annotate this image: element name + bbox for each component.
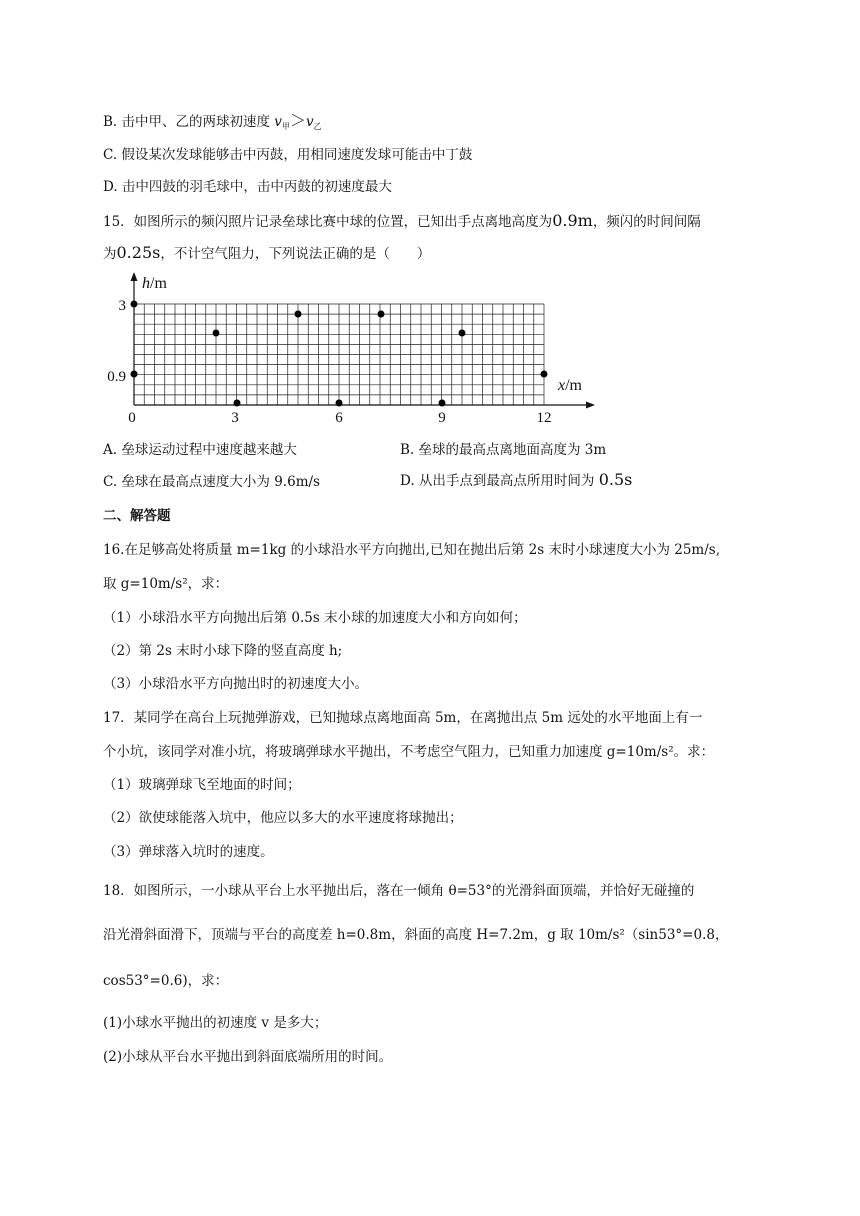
ball-point: [439, 400, 446, 407]
q18-stem-line3: cos53°=0.6)，求：: [103, 973, 229, 989]
q15-option-a: A. 垒球运动过程中速度越来越大: [103, 442, 297, 458]
x-axis-arrow: [586, 402, 595, 409]
ball-point: [378, 311, 385, 318]
ball-point: [234, 400, 241, 407]
q15-stem-line2: 为0.25s，不计空气阻力，下列说法正确的是（ ）: [103, 243, 431, 262]
q15-option-d: D. 从出手点到最高点所用时间为 0.5s: [400, 470, 633, 489]
option-c: C. 假设某次发球能够击中丙鼓，用相同速度发球可能击中丁鼓: [103, 147, 473, 163]
q16-stem-line2: 取 g=10m/s²，求：: [103, 576, 229, 592]
x-tick-12: 12: [536, 410, 552, 426]
q17-part1: （1）玻璃弹球飞至地面的时间；: [103, 777, 301, 793]
x-tick-6: 6: [335, 410, 343, 426]
ball-point: [131, 371, 138, 378]
q17-part2: （2）欲使球能落入坑中，他应以多大的水平速度将球抛出；: [103, 810, 463, 826]
section-heading: 二、解答题: [103, 508, 171, 524]
ball-point: [213, 330, 220, 337]
y-axis-arrow: [131, 272, 138, 281]
x-axis-label: x/m: [558, 377, 582, 394]
q18-part2: (2)小球从平台水平抛出到斜面底端所用的时间。: [103, 1049, 393, 1065]
q18-stem-line1: 18．如图所示，一小球从平台上水平抛出后，落在一倾角 θ=53°的光滑斜面顶端，并恰好无碰撞的: [103, 883, 695, 899]
x-tick-9: 9: [438, 410, 446, 426]
y-tick-3: 3: [118, 298, 126, 314]
ball-point: [459, 330, 466, 337]
option-d: D. 击中四鼓的羽毛球中，击中丙鼓的初速度最大: [103, 179, 392, 195]
q16-part1: （1）小球沿水平方向抛出后第 0.5s 末小球的加速度大小和方向如何；: [103, 610, 527, 626]
q17-stem-line1: 17．某同学在高台上玩抛弹游戏，已知抛球点离地面高 5m，在离抛出点 5m 远处的水平地面上有一: [103, 710, 703, 726]
q15-option-c: C. 垒球在最高点速度大小为 9.6m/s: [103, 474, 320, 490]
q16-part3: （3）小球沿水平方向抛出时的初速度大小。: [103, 676, 369, 692]
ball-point: [336, 400, 343, 407]
q17-stem-line2: 个小坑，该同学对准小坑，将玻璃弹球水平抛出，不考虑空气阻力，已知重力加速度 g=10m/s²。求：: [103, 744, 715, 760]
q18-part1: (1)小球水平抛出的初速度 v 是多大；: [103, 1015, 328, 1031]
option-b: B. 击中甲、乙的两球初速度 $v_甲>v_乙$: [103, 111, 322, 131]
y-axis-label: h/m: [142, 275, 167, 292]
q17-part3: （3）弹球落入坑时的速度。: [103, 844, 274, 860]
q16-part2: （2）第 2s 末时小球下降的竖直高度 h;: [103, 643, 343, 659]
q18-stem-line2: 沿光滑斜面滑下，顶端与平台的高度差 h=0.8m，斜面的高度 H=7.2m，g 取 10m/s²（sin53°=0.8，: [103, 927, 729, 943]
ball-point: [541, 371, 548, 378]
x-tick-0: 0: [128, 410, 136, 426]
q15-option-b: B. 垒球的最高点离地面高度为 3m: [400, 442, 607, 458]
grid: [134, 304, 544, 405]
y-tick-0.9: 0.9: [107, 369, 126, 385]
ball-point: [295, 311, 302, 318]
x-tick-3: 3: [231, 410, 239, 426]
ball-point: [131, 301, 138, 308]
trajectory-graph: [100, 270, 600, 428]
q15-stem-line1: 15．如图所示的频闪照片记录垒球比赛中球的位置，已知出手点离地高度为0.9m，频闪的时间间隔: [103, 211, 701, 230]
q16-stem-line1: 16.在足够高处将质量 m=1kg 的小球沿水平方向抛出,已知在抛出后第 2s 末时小球速度大小为 25m/s,: [103, 542, 721, 558]
